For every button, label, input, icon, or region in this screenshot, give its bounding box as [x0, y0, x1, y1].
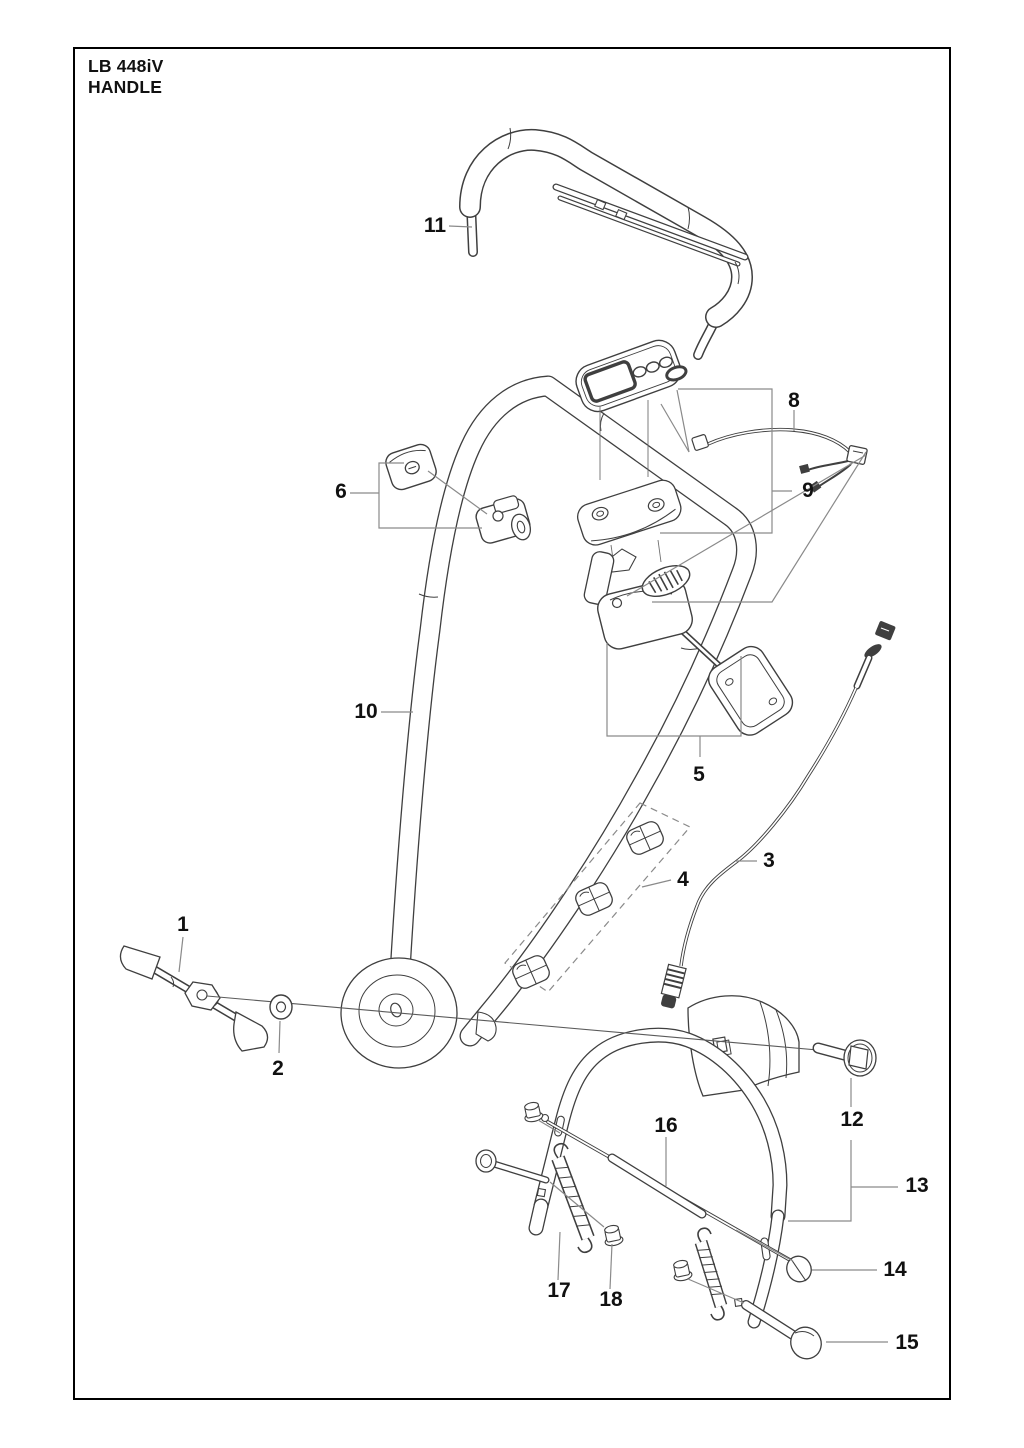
callout-13: 13: [905, 1174, 929, 1197]
callout-10: 10: [354, 700, 378, 723]
tlever-part: [120, 946, 267, 1051]
callout-2: 2: [272, 1057, 284, 1080]
callout-1: 1: [177, 913, 189, 936]
callout-11: 11: [423, 214, 447, 237]
knob-part: [383, 442, 438, 492]
callout-18: 18: [599, 1288, 623, 1311]
upper-handle-part: [470, 128, 745, 355]
clamp-part: [474, 495, 533, 545]
mount-bracket-part: [574, 477, 684, 548]
model-title: LB 448iV: [88, 56, 164, 76]
callout-4: 4: [677, 868, 689, 891]
cable-clip-parts: [510, 819, 666, 991]
callout-8: 8: [788, 389, 800, 412]
callout-17: 17: [547, 1279, 571, 1302]
callout-16: 16: [654, 1114, 678, 1137]
callout-15: 15: [895, 1331, 919, 1354]
pin-parts: [746, 1252, 827, 1364]
callout-12: 12: [840, 1108, 864, 1131]
screw-part: [476, 1150, 546, 1180]
lower-handle-part: [398, 386, 746, 1036]
display-panel-part: [571, 334, 689, 416]
section-title: HANDLE: [88, 77, 163, 97]
callout-9: 9: [802, 479, 814, 502]
callout-5: 5: [693, 763, 705, 786]
callout-6: 6: [335, 480, 347, 503]
callout-14: 14: [883, 1258, 907, 1281]
washer-part: [270, 995, 292, 1019]
wire-harness-part: [691, 430, 867, 493]
bolt-part: [818, 1040, 876, 1076]
callout-3: 3: [763, 849, 775, 872]
